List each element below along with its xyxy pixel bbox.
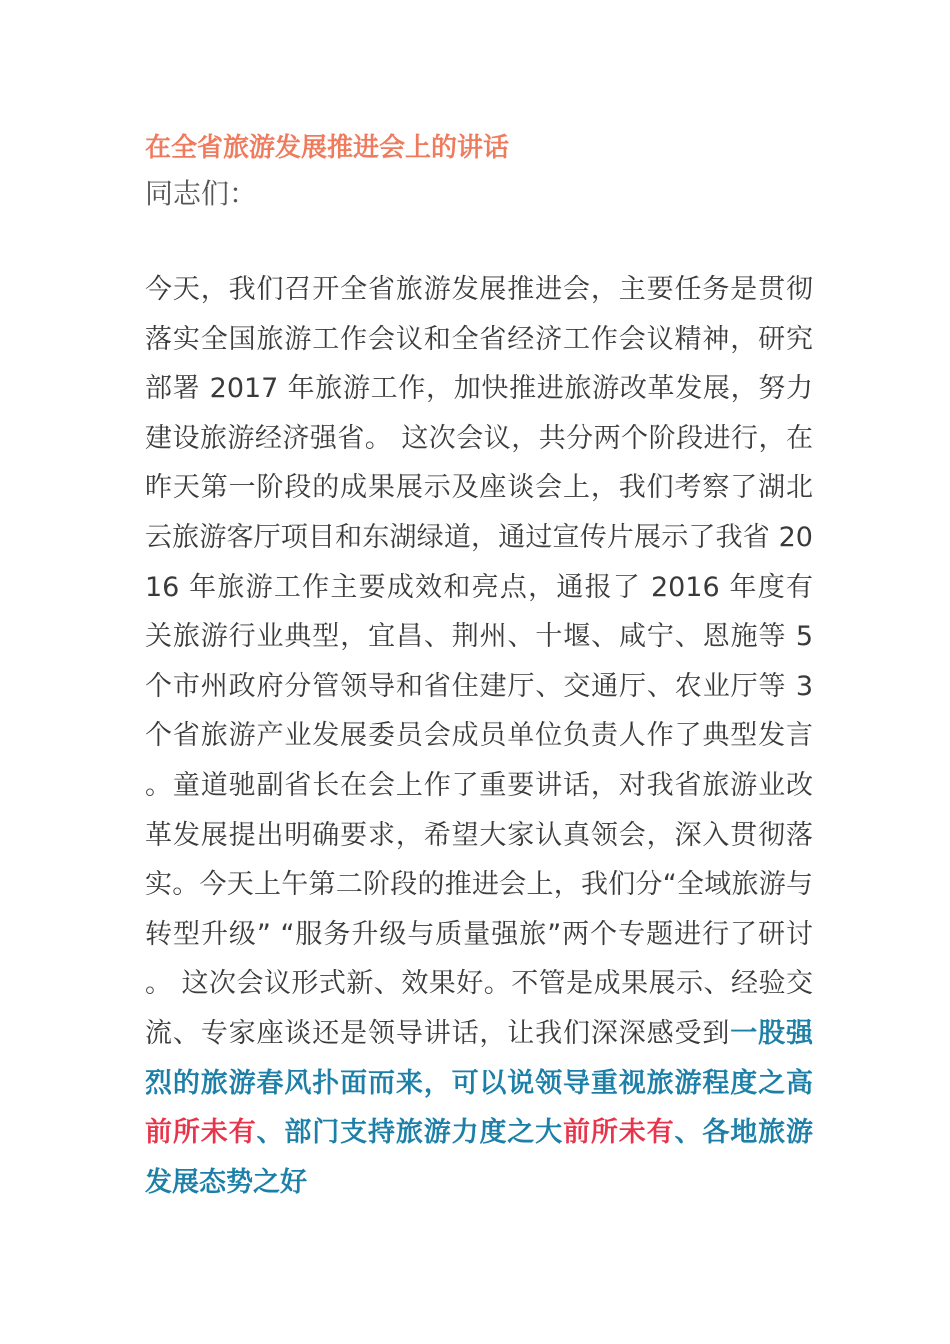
highlight-blue-text: 、各地旅游发展态势之好: [145, 1117, 814, 1198]
highlight-red-text: 前所未有: [563, 1117, 675, 1149]
document-title: 在全省旅游发展推进会上的讲话: [145, 133, 510, 163]
highlight-blue-text: 、部门支持旅游力度之大: [256, 1117, 564, 1149]
body-paragraph: [145, 265, 813, 1207]
salutation: 同志们：: [145, 177, 258, 210]
highlight-blue-text: 一股强烈的旅游春风扑面而来，可以说领导重视旅游程度之高: [145, 1017, 814, 1099]
document-content: [145, 128, 813, 1207]
paragraph-text: 今天，我们召开全省旅游发展推进会，主要任务是贯彻落实全国旅游工作会议和全省经济工作会议精神，研究部署 2017 年旅游工作，加快推进旅游改革发展，努力建设旅游经济强省。 这次会议，共分两个阶段进行，在昨天第一阶段的成果展示及座谈会上，我们考察了湖北云旅游客厅项目和东湖绿道，通过宣传片展示了我省 2016 年旅游工作主要成效和亮点，通报了 2016 年度有关旅游行业典型，宜昌、荆州、十堰、咸宁、恩施等 5 个市州政府分管领导和省住建厅、交通厅、农业厅等 3 个省旅游产业发展委员会成员单位负责人作了典型发言。童道驰副省长在会上作了重要讲话，对我省旅游业改革发展提出明确要求，希望大家认真领会，深入贯彻落实。今天上午第二阶段的推进会上，我们分“全域旅游与转型升级” “服务升级与质量强旅”两个专题进行了研讨。 这次会议形式新、效果好。不管是成果展示、经验交流、专家座谈还是领导讲话，让我们深深感受到: [145, 274, 813, 1049]
highlight-red-text: 前所未有: [145, 1117, 257, 1149]
